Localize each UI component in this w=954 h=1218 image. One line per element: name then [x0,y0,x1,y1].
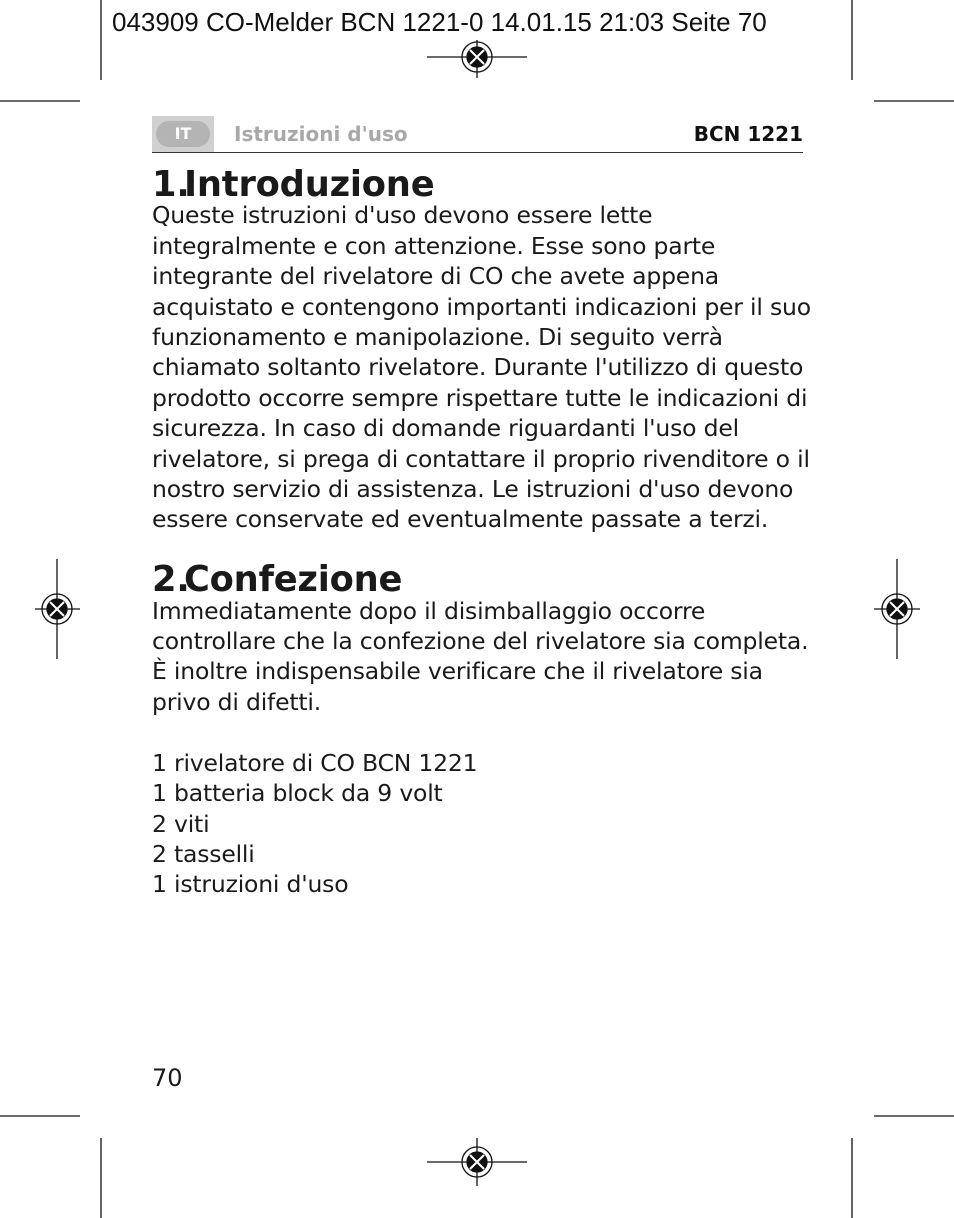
list-item: 2 tasselli [152,839,255,868]
language-code: IT [156,121,210,147]
registration-mark-right [874,559,920,659]
section-title [152,164,812,205]
section-heading: Confezione [184,559,403,601]
registration-mark-top [427,40,527,78]
language-badge [152,116,214,152]
section-number: 1. [152,164,190,205]
package-contents-list [152,748,812,900]
section-title [152,559,812,601]
section-heading: Introduzione [184,164,435,205]
running-header [152,116,803,153]
list-item: 1 rivelatore di CO BCN 1221 [152,748,478,777]
model-name: BCN 1221 [693,122,803,146]
list-item: 2 viti [152,809,210,838]
registration-mark-bottom [427,1138,527,1186]
section-paragraph: Queste istruzioni d'uso devono essere lette integralmente e con attenzione. Esse sono parte integrante del rivelatore di CO che avete appena acquistato e contengono importanti indicazioni per il suo funzionamento e manipolazione. Di seguito verrà chiamato soltanto rivelatore. Durante l'utilizzo di questo prodotto occorre sempre rispettare tutte le indicazioni di sicurezza. In caso di domande riguardanti l'uso del rivelatore, si prega di contattare il proprio rivenditore o il nostro servizio di assistenza. Le istruzioni d'uso devono essere conservate ed eventualmente passate a terzi. [152,201,811,534]
spacer [152,717,812,747]
print-slug: 043909 CO-Melder BCN 1221-0 14.01.15 21:03 Seite 70 [112,7,767,37]
section-paragraph: Immediatamente dopo il disimballaggio occorre controllare che la confezione del rivelatore sia completa. È inoltre indispensabile verificare che il rivelatore sia privo di difetti. [152,596,809,716]
list-item: 1 istruzioni d'uso [152,870,349,899]
list-item: 1 batteria block da 9 volt [152,779,443,808]
registration-mark-left [35,559,80,659]
section-number: 2. [152,559,190,601]
document-type: Istruzioni d'uso [234,122,408,146]
page-content [152,164,812,900]
page-number: 70 [152,1064,183,1092]
